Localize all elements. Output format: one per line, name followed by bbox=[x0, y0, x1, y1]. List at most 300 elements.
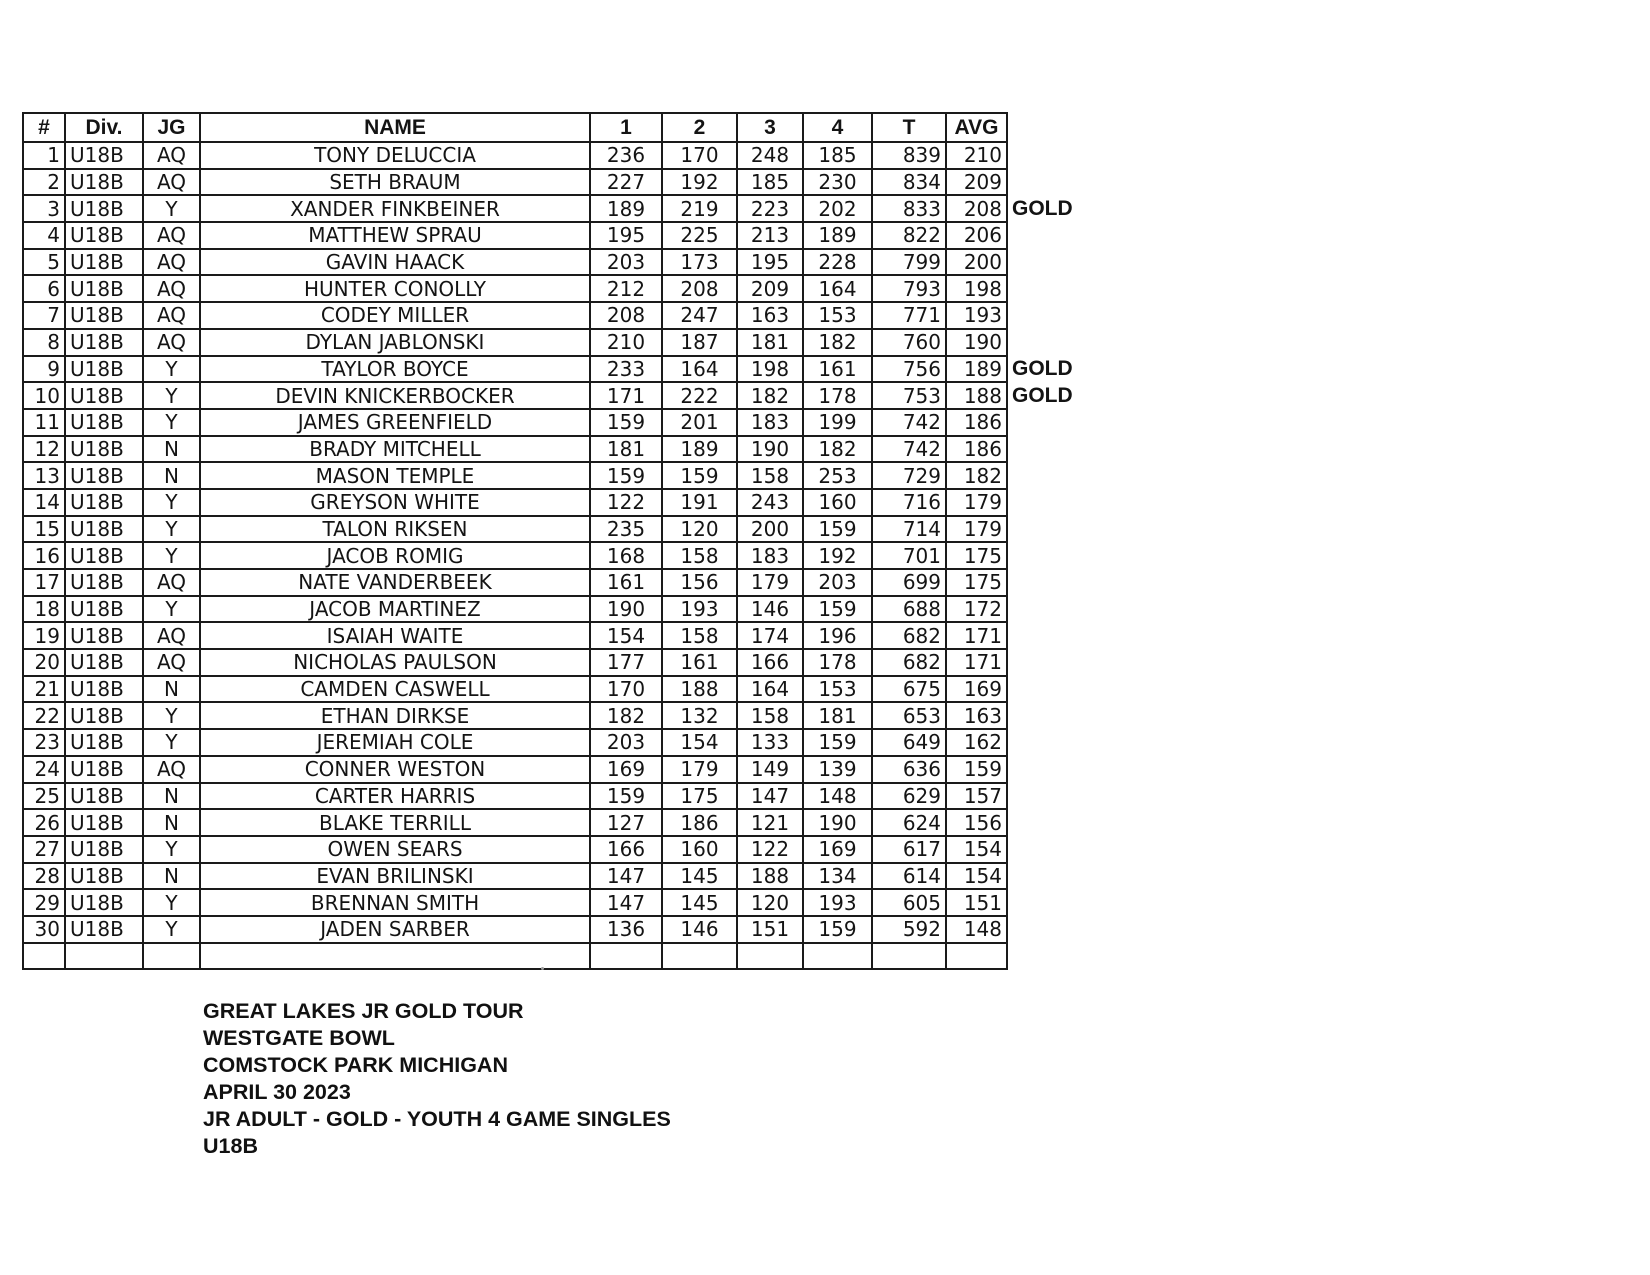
game-3-cell: 200 bbox=[737, 516, 803, 543]
division-cell: U18B bbox=[65, 649, 143, 676]
game-3-cell: 158 bbox=[737, 462, 803, 489]
game-2-cell: 160 bbox=[662, 836, 737, 863]
game-3-cell: 183 bbox=[737, 409, 803, 436]
total-cell: 793 bbox=[872, 275, 946, 302]
gold-flag bbox=[1007, 916, 1087, 943]
gold-flag: GOLD bbox=[1012, 356, 1073, 380]
game-1-cell: 227 bbox=[590, 169, 662, 196]
game-1-cell: 235 bbox=[590, 516, 662, 543]
game-2-cell: 192 bbox=[662, 169, 737, 196]
average-cell: 171 bbox=[946, 622, 1007, 649]
game-2-cell: 120 bbox=[662, 516, 737, 543]
division-cell: U18B bbox=[65, 756, 143, 783]
division-cell: U18B bbox=[65, 489, 143, 516]
game-1-cell: 166 bbox=[590, 836, 662, 863]
empty-cell bbox=[200, 943, 590, 970]
jg-cell: Y bbox=[143, 489, 200, 516]
empty-cell bbox=[737, 943, 803, 970]
header-game-1: 1 bbox=[590, 113, 662, 142]
rank-cell: 16 bbox=[23, 542, 65, 569]
bowler-name-cell: EVAN BRILINSKI bbox=[200, 863, 590, 890]
game-3-cell: 133 bbox=[737, 729, 803, 756]
table-row bbox=[23, 329, 1087, 356]
game-2-cell: 191 bbox=[662, 489, 737, 516]
table-row bbox=[23, 622, 1087, 649]
rank-cell: 28 bbox=[23, 863, 65, 890]
game-1-cell: 210 bbox=[590, 329, 662, 356]
game-1-cell: 122 bbox=[590, 489, 662, 516]
game-1-cell: 212 bbox=[590, 275, 662, 302]
table-row bbox=[23, 649, 1087, 676]
average-cell: 154 bbox=[946, 863, 1007, 890]
rank-cell: 19 bbox=[23, 622, 65, 649]
division-cell: U18B bbox=[65, 596, 143, 623]
game-2-cell: 187 bbox=[662, 329, 737, 356]
gold-flag bbox=[1007, 676, 1087, 703]
total-cell: 714 bbox=[872, 516, 946, 543]
game-1-cell: 203 bbox=[590, 729, 662, 756]
jg-cell: AQ bbox=[143, 622, 200, 649]
jg-cell: AQ bbox=[143, 275, 200, 302]
rank-cell: 13 bbox=[23, 462, 65, 489]
average-cell: 190 bbox=[946, 329, 1007, 356]
division-cell: U18B bbox=[65, 249, 143, 276]
header-game-3: 3 bbox=[737, 113, 803, 142]
jg-cell: Y bbox=[143, 356, 200, 383]
division-cell: U18B bbox=[65, 783, 143, 810]
bowler-name-cell: JACOB ROMIG bbox=[200, 542, 590, 569]
game-1-cell: 195 bbox=[590, 222, 662, 249]
game-4-cell: 181 bbox=[803, 702, 872, 729]
division-cell: U18B bbox=[65, 436, 143, 463]
division-cell: U18B bbox=[65, 836, 143, 863]
jg-cell: Y bbox=[143, 382, 200, 409]
jg-cell: Y bbox=[143, 596, 200, 623]
rank-cell: 12 bbox=[23, 436, 65, 463]
bowler-name-cell: CARTER HARRIS bbox=[200, 783, 590, 810]
event-date: APRIL 30 2023 bbox=[203, 1080, 351, 1104]
jg-cell: Y bbox=[143, 729, 200, 756]
average-cell: 169 bbox=[946, 676, 1007, 703]
game-2-cell: 208 bbox=[662, 275, 737, 302]
table-row bbox=[23, 222, 1087, 249]
table-row bbox=[23, 836, 1087, 863]
game-3-cell: 190 bbox=[737, 436, 803, 463]
header-rank: # bbox=[23, 113, 65, 142]
game-2-cell: 158 bbox=[662, 622, 737, 649]
game-4-cell: 159 bbox=[803, 916, 872, 943]
game-4-cell: 178 bbox=[803, 649, 872, 676]
game-3-cell: 185 bbox=[737, 169, 803, 196]
division-cell: U18B bbox=[65, 275, 143, 302]
game-3-cell: 182 bbox=[737, 382, 803, 409]
gold-flag bbox=[1007, 169, 1087, 196]
game-2-cell: 146 bbox=[662, 916, 737, 943]
division-cell: U18B bbox=[65, 729, 143, 756]
division-cell: U18B bbox=[65, 142, 143, 169]
game-1-cell: 190 bbox=[590, 596, 662, 623]
division-cell: U18B bbox=[65, 676, 143, 703]
bowler-name-cell: MASON TEMPLE bbox=[200, 462, 590, 489]
jg-cell: AQ bbox=[143, 222, 200, 249]
jg-cell: Y bbox=[143, 889, 200, 916]
game-1-cell: 154 bbox=[590, 622, 662, 649]
event-info bbox=[203, 998, 671, 1160]
bowler-name-cell: TONY DELUCCIA bbox=[200, 142, 590, 169]
average-cell: 210 bbox=[946, 142, 1007, 169]
rank-cell: 24 bbox=[23, 756, 65, 783]
gold-flag bbox=[1007, 783, 1087, 810]
total-cell: 699 bbox=[872, 569, 946, 596]
game-3-cell: 121 bbox=[737, 809, 803, 836]
jg-cell: AQ bbox=[143, 569, 200, 596]
jg-cell: N bbox=[143, 436, 200, 463]
average-cell: 175 bbox=[946, 569, 1007, 596]
game-2-cell: 247 bbox=[662, 302, 737, 329]
gold-flag: GOLD bbox=[1012, 196, 1073, 220]
bowler-name-cell: JAMES GREENFIELD bbox=[200, 409, 590, 436]
game-3-cell: 174 bbox=[737, 622, 803, 649]
division-cell: U18B bbox=[65, 356, 143, 383]
division-cell: U18B bbox=[65, 542, 143, 569]
table-row bbox=[23, 863, 1087, 890]
game-3-cell: 158 bbox=[737, 702, 803, 729]
total-cell: 675 bbox=[872, 676, 946, 703]
table-row bbox=[23, 302, 1087, 329]
table-row bbox=[23, 542, 1087, 569]
bowler-name-cell: CONNER WESTON bbox=[200, 756, 590, 783]
game-4-cell: 230 bbox=[803, 169, 872, 196]
total-cell: 822 bbox=[872, 222, 946, 249]
bowler-name-cell: JADEN SARBER bbox=[200, 916, 590, 943]
game-4-cell: 193 bbox=[803, 889, 872, 916]
jg-cell: N bbox=[143, 462, 200, 489]
bowler-name-cell: JEREMIAH COLE bbox=[200, 729, 590, 756]
gold-flag bbox=[1007, 542, 1087, 569]
bowler-name-cell: SETH BRAUM bbox=[200, 169, 590, 196]
total-cell: 605 bbox=[872, 889, 946, 916]
rank-cell: 21 bbox=[23, 676, 65, 703]
division-cell: U18B bbox=[65, 622, 143, 649]
gold-flag: GOLD bbox=[1012, 383, 1073, 407]
average-cell: 154 bbox=[946, 836, 1007, 863]
jg-cell: Y bbox=[143, 916, 200, 943]
game-4-cell: 228 bbox=[803, 249, 872, 276]
empty-cell bbox=[590, 943, 662, 970]
bowler-name-cell: CODEY MILLER bbox=[200, 302, 590, 329]
table-row bbox=[23, 702, 1087, 729]
table-row bbox=[23, 889, 1087, 916]
game-2-cell: 225 bbox=[662, 222, 737, 249]
total-cell: 682 bbox=[872, 649, 946, 676]
gold-flag bbox=[1007, 222, 1087, 249]
header-division: Div. bbox=[65, 113, 143, 142]
jg-cell: Y bbox=[143, 836, 200, 863]
empty-cell bbox=[65, 943, 143, 970]
header-flag-spacer bbox=[1007, 113, 1087, 142]
game-2-cell: 193 bbox=[662, 596, 737, 623]
average-cell: 186 bbox=[946, 436, 1007, 463]
rank-cell: 5 bbox=[23, 249, 65, 276]
results-table bbox=[22, 112, 1088, 970]
event-category: JR ADULT - GOLD - YOUTH 4 GAME SINGLES bbox=[203, 1107, 671, 1131]
average-cell: 209 bbox=[946, 169, 1007, 196]
table-row bbox=[23, 249, 1087, 276]
gold-flag bbox=[1007, 275, 1087, 302]
jg-cell: Y bbox=[143, 409, 200, 436]
game-4-cell: 178 bbox=[803, 382, 872, 409]
gold-flag bbox=[1007, 142, 1087, 169]
game-1-cell: 168 bbox=[590, 542, 662, 569]
game-1-cell: 161 bbox=[590, 569, 662, 596]
event-division: U18B bbox=[203, 1134, 258, 1158]
game-4-cell: 161 bbox=[803, 356, 872, 383]
gold-flag bbox=[1007, 649, 1087, 676]
game-4-cell: 153 bbox=[803, 676, 872, 703]
event-tour: GREAT LAKES JR GOLD TOUR bbox=[203, 999, 524, 1023]
table-row bbox=[23, 516, 1087, 543]
average-cell: 159 bbox=[946, 756, 1007, 783]
division-cell: U18B bbox=[65, 516, 143, 543]
table-row bbox=[23, 809, 1087, 836]
empty-cell bbox=[662, 943, 737, 970]
total-cell: 833 bbox=[872, 195, 946, 222]
table-row bbox=[23, 916, 1087, 943]
empty-flag-spacer bbox=[1007, 943, 1087, 970]
total-cell: 742 bbox=[872, 436, 946, 463]
rank-cell: 17 bbox=[23, 569, 65, 596]
header-name: NAME bbox=[200, 113, 590, 142]
game-4-cell: 160 bbox=[803, 489, 872, 516]
average-cell: 179 bbox=[946, 489, 1007, 516]
division-cell: U18B bbox=[65, 889, 143, 916]
division-cell: U18B bbox=[65, 329, 143, 356]
division-cell: U18B bbox=[65, 409, 143, 436]
game-3-cell: 213 bbox=[737, 222, 803, 249]
total-cell: 688 bbox=[872, 596, 946, 623]
rank-cell: 14 bbox=[23, 489, 65, 516]
table-row bbox=[23, 356, 1087, 383]
gold-flag bbox=[1007, 622, 1087, 649]
game-4-cell: 159 bbox=[803, 516, 872, 543]
gold-flag bbox=[1007, 702, 1087, 729]
game-1-cell: 159 bbox=[590, 783, 662, 810]
game-4-cell: 199 bbox=[803, 409, 872, 436]
game-4-cell: 190 bbox=[803, 809, 872, 836]
gold-flag bbox=[1007, 596, 1087, 623]
jg-cell: AQ bbox=[143, 142, 200, 169]
rank-cell: 11 bbox=[23, 409, 65, 436]
game-2-cell: 145 bbox=[662, 889, 737, 916]
game-3-cell: 147 bbox=[737, 783, 803, 810]
total-cell: 649 bbox=[872, 729, 946, 756]
division-cell: U18B bbox=[65, 169, 143, 196]
game-3-cell: 149 bbox=[737, 756, 803, 783]
gold-flag bbox=[1007, 889, 1087, 916]
table-row bbox=[23, 169, 1087, 196]
game-2-cell: 173 bbox=[662, 249, 737, 276]
rank-cell: 1 bbox=[23, 142, 65, 169]
game-1-cell: 236 bbox=[590, 142, 662, 169]
table-row bbox=[23, 489, 1087, 516]
table-row bbox=[23, 462, 1087, 489]
total-cell: 742 bbox=[872, 409, 946, 436]
table-row bbox=[23, 142, 1087, 169]
game-2-cell: 175 bbox=[662, 783, 737, 810]
game-1-cell: 177 bbox=[590, 649, 662, 676]
header-game-4: 4 bbox=[803, 113, 872, 142]
game-2-cell: 158 bbox=[662, 542, 737, 569]
game-3-cell: 164 bbox=[737, 676, 803, 703]
table-row bbox=[23, 382, 1087, 409]
bowler-name-cell: HUNTER CONOLLY bbox=[200, 275, 590, 302]
results-sheet bbox=[22, 112, 1088, 970]
average-cell: 179 bbox=[946, 516, 1007, 543]
division-cell: U18B bbox=[65, 462, 143, 489]
gold-flag bbox=[1007, 863, 1087, 890]
jg-cell: N bbox=[143, 783, 200, 810]
total-cell: 799 bbox=[872, 249, 946, 276]
jg-cell: N bbox=[143, 809, 200, 836]
division-cell: U18B bbox=[65, 222, 143, 249]
total-cell: 839 bbox=[872, 142, 946, 169]
division-cell: U18B bbox=[65, 702, 143, 729]
game-1-cell: 203 bbox=[590, 249, 662, 276]
average-cell: 193 bbox=[946, 302, 1007, 329]
game-3-cell: 188 bbox=[737, 863, 803, 890]
game-3-cell: 243 bbox=[737, 489, 803, 516]
jg-cell: N bbox=[143, 863, 200, 890]
gold-flag bbox=[1007, 302, 1087, 329]
average-cell: 189 bbox=[946, 356, 1007, 383]
rank-cell: 6 bbox=[23, 275, 65, 302]
gold-flag bbox=[1007, 489, 1087, 516]
game-1-cell: 171 bbox=[590, 382, 662, 409]
game-2-cell: 159 bbox=[662, 462, 737, 489]
average-cell: 175 bbox=[946, 542, 1007, 569]
game-2-cell: 132 bbox=[662, 702, 737, 729]
bowler-name-cell: TALON RIKSEN bbox=[200, 516, 590, 543]
table-row bbox=[23, 783, 1087, 810]
rank-cell: 7 bbox=[23, 302, 65, 329]
total-cell: 729 bbox=[872, 462, 946, 489]
jg-cell: AQ bbox=[143, 329, 200, 356]
average-cell: 182 bbox=[946, 462, 1007, 489]
game-4-cell: 192 bbox=[803, 542, 872, 569]
table-row bbox=[23, 756, 1087, 783]
rank-cell: 27 bbox=[23, 836, 65, 863]
bowler-name-cell: BRADY MITCHELL bbox=[200, 436, 590, 463]
game-2-cell: 179 bbox=[662, 756, 737, 783]
game-3-cell: 122 bbox=[737, 836, 803, 863]
total-cell: 653 bbox=[872, 702, 946, 729]
rank-cell: 22 bbox=[23, 702, 65, 729]
table-row bbox=[23, 596, 1087, 623]
table-row bbox=[23, 436, 1087, 463]
bowler-name-cell: TAYLOR BOYCE bbox=[200, 356, 590, 383]
game-2-cell: 145 bbox=[662, 863, 737, 890]
event-venue: WESTGATE BOWL bbox=[203, 1026, 395, 1050]
rank-cell: 8 bbox=[23, 329, 65, 356]
empty-cell bbox=[803, 943, 872, 970]
average-cell: 162 bbox=[946, 729, 1007, 756]
bowler-name-cell: DEVIN KNICKERBOCKER bbox=[200, 382, 590, 409]
average-cell: 200 bbox=[946, 249, 1007, 276]
game-1-cell: 147 bbox=[590, 863, 662, 890]
bowler-name-cell: XANDER FINKBEINER bbox=[200, 195, 590, 222]
header-jg: JG bbox=[143, 113, 200, 142]
table-row bbox=[23, 275, 1087, 302]
rank-cell: 15 bbox=[23, 516, 65, 543]
gold-flag bbox=[1007, 729, 1087, 756]
gold-flag bbox=[1007, 249, 1087, 276]
game-4-cell: 182 bbox=[803, 436, 872, 463]
jg-cell: AQ bbox=[143, 249, 200, 276]
game-2-cell: 222 bbox=[662, 382, 737, 409]
gold-flag bbox=[1007, 409, 1087, 436]
jg-cell: Y bbox=[143, 516, 200, 543]
game-2-cell: 186 bbox=[662, 809, 737, 836]
empty-row bbox=[23, 943, 1087, 970]
game-1-cell: 159 bbox=[590, 462, 662, 489]
rank-cell: 9 bbox=[23, 356, 65, 383]
jg-cell: AQ bbox=[143, 756, 200, 783]
header-total: T bbox=[872, 113, 946, 142]
rank-cell: 10 bbox=[23, 382, 65, 409]
gold-flag bbox=[1007, 569, 1087, 596]
game-3-cell: 195 bbox=[737, 249, 803, 276]
game-2-cell: 188 bbox=[662, 676, 737, 703]
game-4-cell: 185 bbox=[803, 142, 872, 169]
bowler-name-cell: JACOB MARTINEZ bbox=[200, 596, 590, 623]
header-average: AVG bbox=[946, 113, 1007, 142]
gold-flag bbox=[1007, 329, 1087, 356]
rank-cell: 18 bbox=[23, 596, 65, 623]
game-3-cell: 223 bbox=[737, 195, 803, 222]
bowler-name-cell: OWEN SEARS bbox=[200, 836, 590, 863]
game-1-cell: 169 bbox=[590, 756, 662, 783]
division-cell: U18B bbox=[65, 382, 143, 409]
division-cell: U18B bbox=[65, 195, 143, 222]
game-2-cell: 164 bbox=[662, 356, 737, 383]
game-4-cell: 134 bbox=[803, 863, 872, 890]
average-cell: 157 bbox=[946, 783, 1007, 810]
game-4-cell: 164 bbox=[803, 275, 872, 302]
empty-cell bbox=[143, 943, 200, 970]
game-2-cell: 201 bbox=[662, 409, 737, 436]
total-cell: 592 bbox=[872, 916, 946, 943]
jg-cell: AQ bbox=[143, 169, 200, 196]
rank-cell: 3 bbox=[23, 195, 65, 222]
rank-cell: 20 bbox=[23, 649, 65, 676]
game-4-cell: 189 bbox=[803, 222, 872, 249]
game-1-cell: 208 bbox=[590, 302, 662, 329]
jg-cell: Y bbox=[143, 195, 200, 222]
game-2-cell: 154 bbox=[662, 729, 737, 756]
jg-cell: AQ bbox=[143, 302, 200, 329]
gold-flag bbox=[1007, 756, 1087, 783]
game-4-cell: 159 bbox=[803, 729, 872, 756]
empty-cell bbox=[946, 943, 1007, 970]
gold-flag bbox=[1007, 809, 1087, 836]
rank-cell: 2 bbox=[23, 169, 65, 196]
total-cell: 617 bbox=[872, 836, 946, 863]
gold-flag bbox=[1007, 436, 1087, 463]
average-cell: 206 bbox=[946, 222, 1007, 249]
game-3-cell: 183 bbox=[737, 542, 803, 569]
game-3-cell: 248 bbox=[737, 142, 803, 169]
bowler-name-cell: BLAKE TERRILL bbox=[200, 809, 590, 836]
